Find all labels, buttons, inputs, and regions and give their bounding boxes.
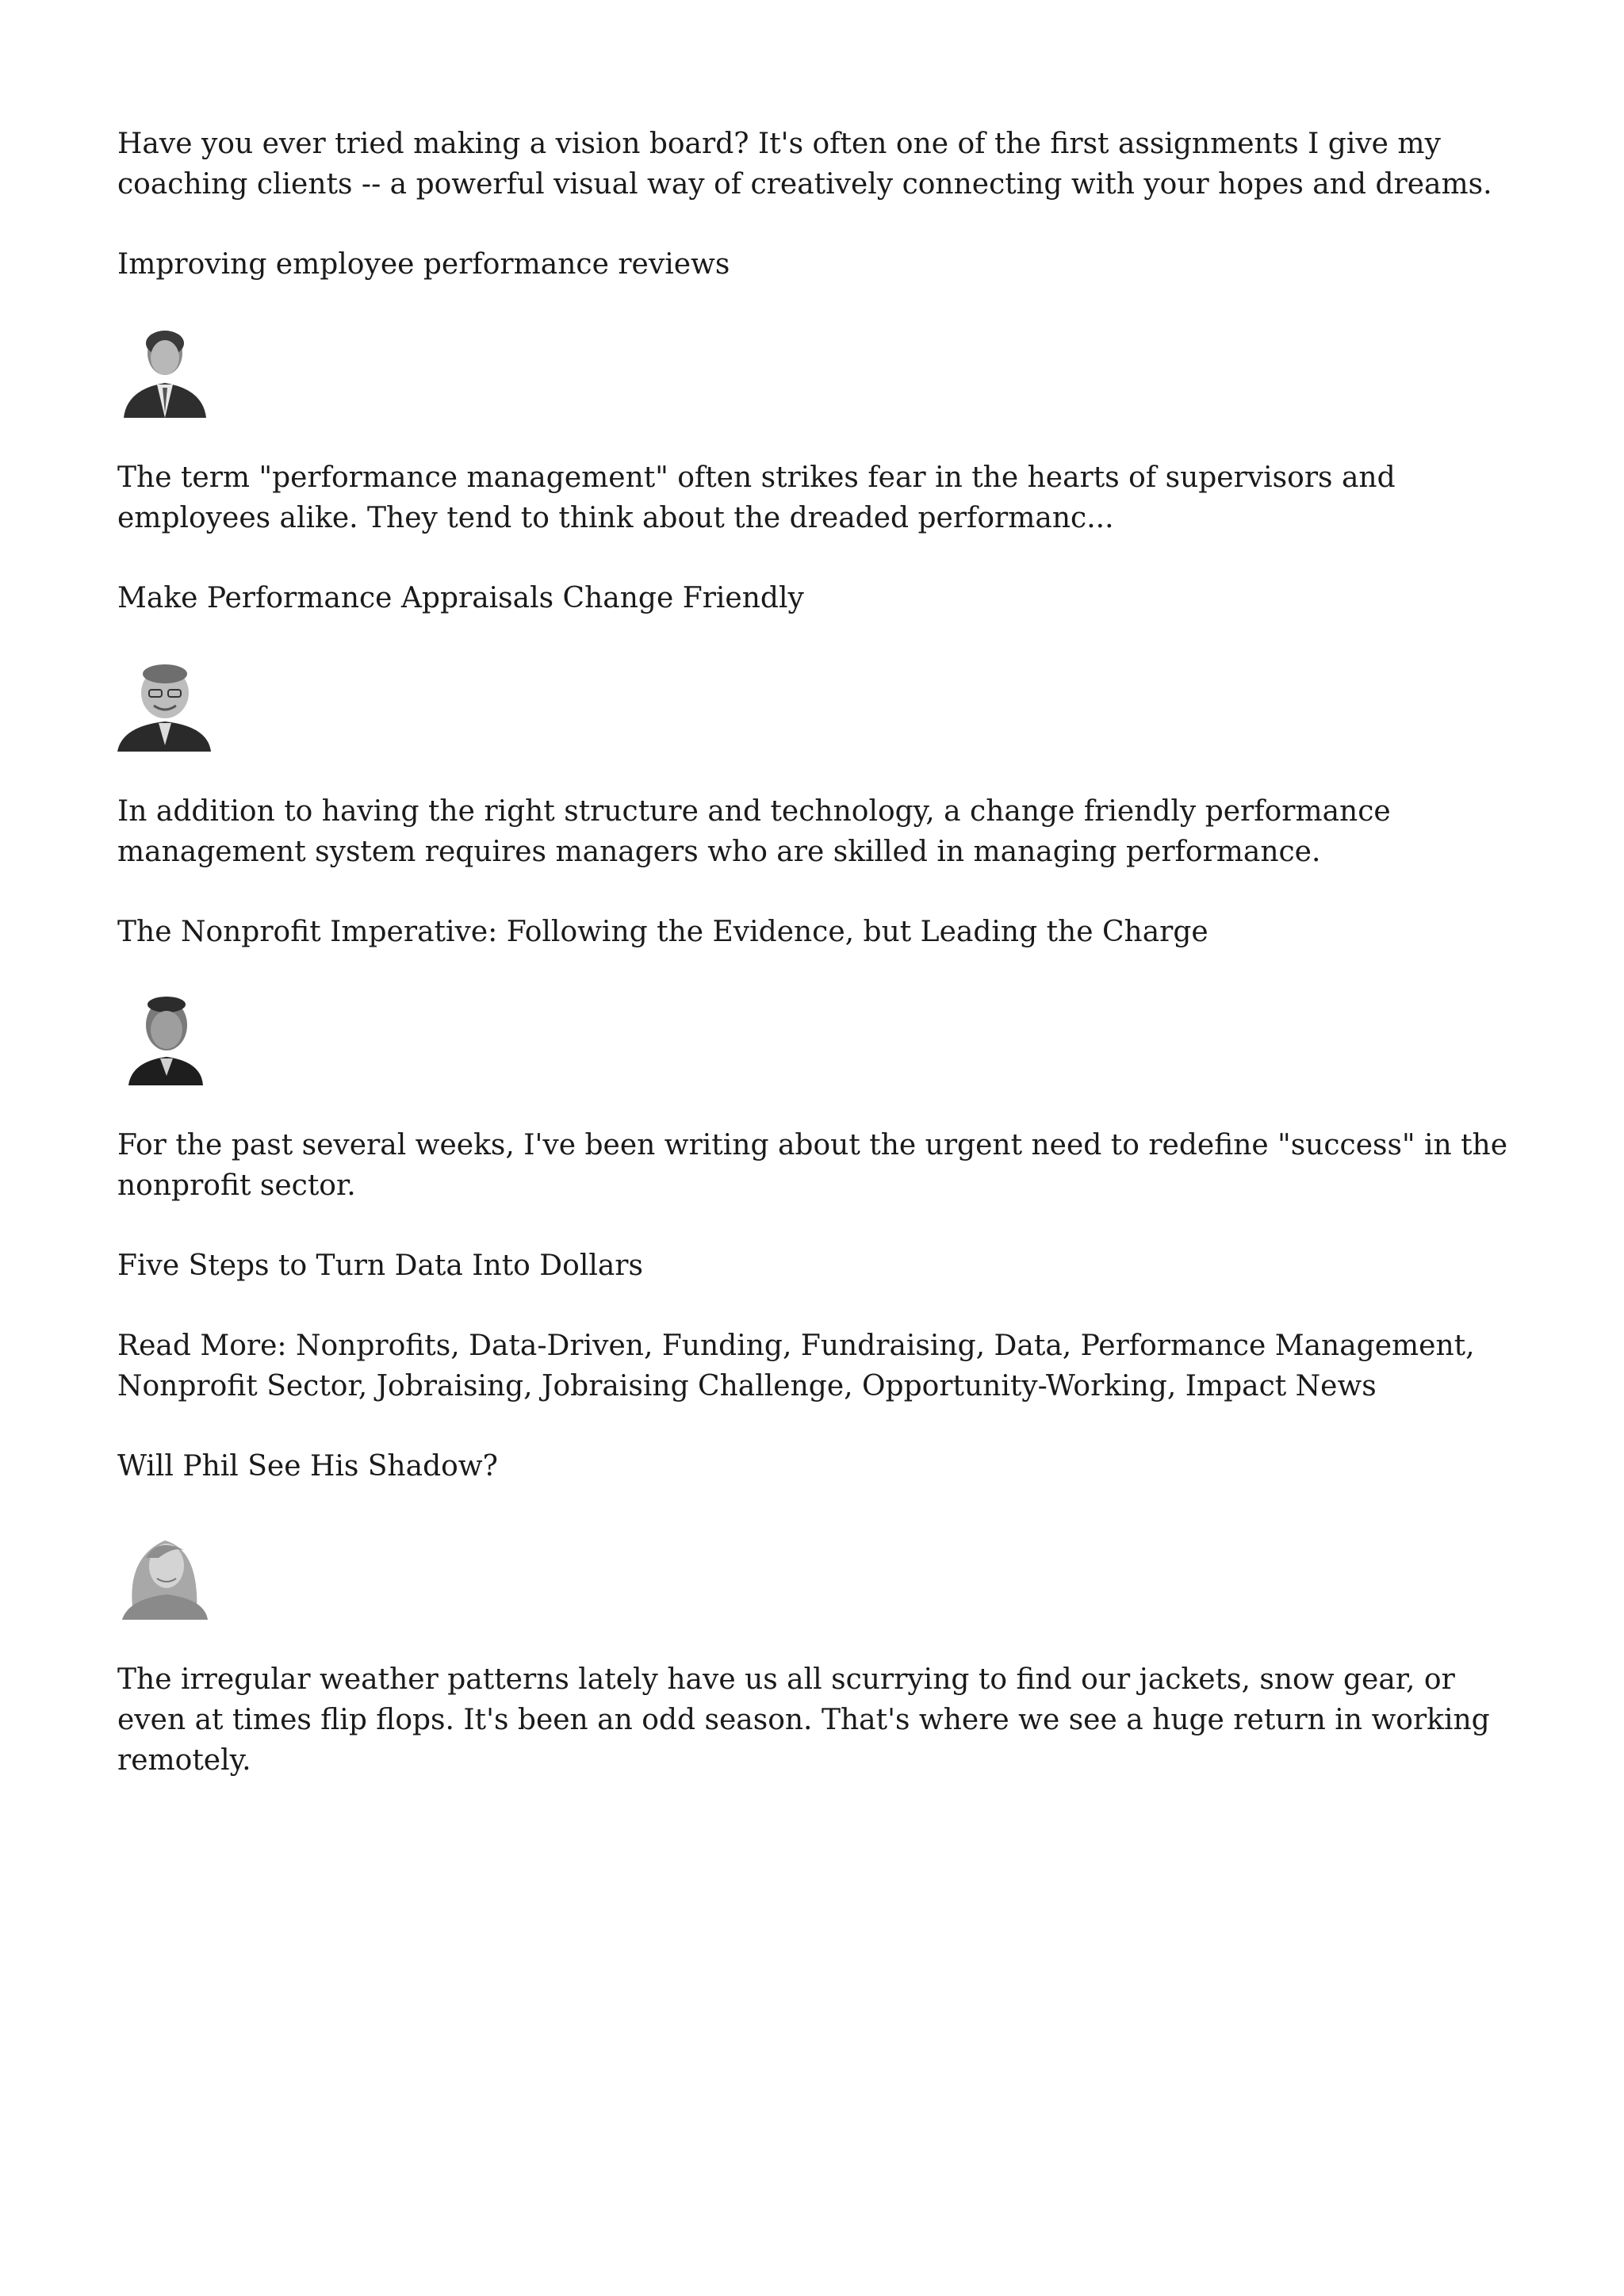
author-avatar-3[interactable] [117,992,211,1085]
article-snippet-nonprofit-imperative: For the past several weeks, I've been writing about the urgent need to redefine "success" in the nonprofit sector. [117,1129,1508,1202]
article-snippet-performance-reviews: The term "performance management" often strikes fear in the hearts of supervisors and employees alike. They tend to think about the dreaded performanc... [117,461,1396,534]
article-snippet-appraisals: In addition to having the right structure and technology, a change friendly performance management system requires managers who are skilled in managing performance. [117,795,1391,868]
article-title-data-into-dollars[interactable]: Five Steps to Turn Data Into Dollars [117,1249,643,1282]
author-avatar-4[interactable] [117,1526,211,1620]
author-avatar-1[interactable] [117,324,211,418]
article-list [117,124,1529,1781]
read-more-tags[interactable]: Read More: Nonprofits, Data-Driven, Funding, Fundraising, Data, Performance Management, Nonprofit Sector, Jobraising, Jobraising Challenge, Opportunity-Working, Impact News [117,1330,1475,1402]
person-photo-4-icon [117,1526,211,1620]
intro-snippet: Have you ever tried making a vision board? It's often one of the first assignments I give my coaching clients -- a powerful visual way of creatively connecting with your hopes and dreams. [117,128,1492,201]
article-title-performance-reviews[interactable]: Improving employee performance reviews [117,248,730,281]
person-photo-2-icon [117,658,211,752]
article-title-nonprofit-imperative[interactable]: The Nonprofit Imperative: Following the Evidence, but Leading the Charge [117,916,1208,948]
person-photo-3-icon [117,992,211,1085]
article-snippet-phil-shadow: The irregular weather patterns lately have us all scurrying to find our jackets, snow gear, or even at times flip flops. It's been an odd season. That's where we see a huge return in working remotely. [117,1663,1490,1777]
person-photo-1-icon [117,324,211,418]
article-title-appraisals[interactable]: Make Performance Appraisals Change Friendly [117,582,804,614]
article-title-phil-shadow[interactable]: Will Phil See His Shadow? [117,1450,498,1483]
author-avatar-2[interactable] [117,658,211,752]
